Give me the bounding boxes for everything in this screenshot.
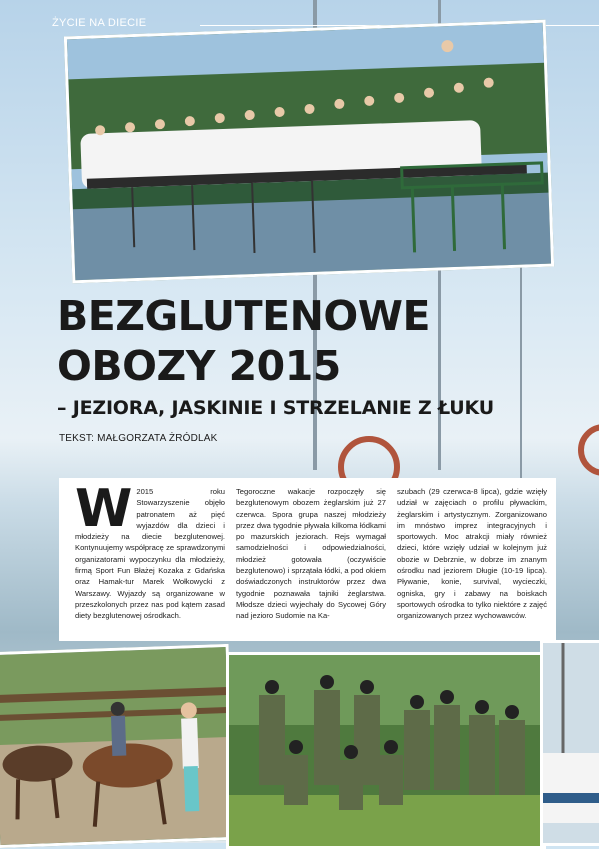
article-title-line1: BEZGLUTENOWE	[57, 292, 430, 340]
boat-photo	[540, 640, 599, 846]
article-subtitle: – JEZIORA, JASKINIE I STRZELANIE Z ŁUKU	[57, 397, 494, 419]
section-label: ŻYCIE NA DIECIE	[52, 17, 147, 29]
article-column-3: szubach (29 czerwca-8 lipca), gdzie wzięły udział w zajęciach o profilu pływackim, żeglarskim i artystycznym. Zorganizowano im mnóstwo imprez integracyjnych i sportowych. Moc atrakcji miały również dzieci, które wzięły udział w kolejnym już obozie w Debrznie, w dobrze im znanym ośrodku nad jeziorem Długie (10-19 lipca). Pływanie, konie, survival, wycieczki, ogniska, gry i zabawy na boiskach sportowych ośrodka to tylko niektóre z zajęć organizowanych przez wychowawców.	[397, 487, 547, 621]
drop-cap: W	[75, 479, 133, 539]
horse-riding-photo	[0, 644, 235, 848]
group-photo-pier	[64, 20, 554, 284]
article-title-line2: OBOZY 2015	[57, 342, 341, 390]
section-header	[40, 17, 170, 33]
article-author: TEKST: MAŁGORZATA ŻRÓDLAK	[59, 433, 218, 444]
column-1-text: 2015 roku Stowarzyszenie objęło patronatem aż pięć wyjazdów dla dzieci i młodzieży na diecie bezglutenowej. Kontynuujemy współpracę ze sprawdzonymi organizatorami wypoczynku dla młodzieży, firmą Sport Fun Błażej Kozaka z Gdańska oraz Hamak-tur Marek Wołkowycki z Warszawy. Wyjazdy są organizowane w przeszkolonych przez nas pod kątem zasad diety bezglutenowej ośrodkach.	[75, 487, 225, 621]
article-column-1	[75, 479, 225, 641]
article-body	[59, 478, 556, 641]
article-column-2: Tegoroczne wakacje rozpoczęły się bezglutenowym obozem żeglarskim już 27 czerwca. Spora grupa naszej młodzieży przez dwa tygodnie pływała kilkoma łódkami po mazurskich jeziorach. Rejs wymagał samodzielności i odpowiedzialności, młodzież gotowała (oczywiście bezglutenowo) i sprzątała łódki, a pod okiem doświadczonych instruktorów przez dwa tygodnie poznawała tajniki żeglarstwa. Młodsze dzieci wyjechały do Sycowej Góry nad jezioro Sudomie na Ka-	[236, 487, 386, 621]
paintball-group-photo	[226, 652, 546, 849]
